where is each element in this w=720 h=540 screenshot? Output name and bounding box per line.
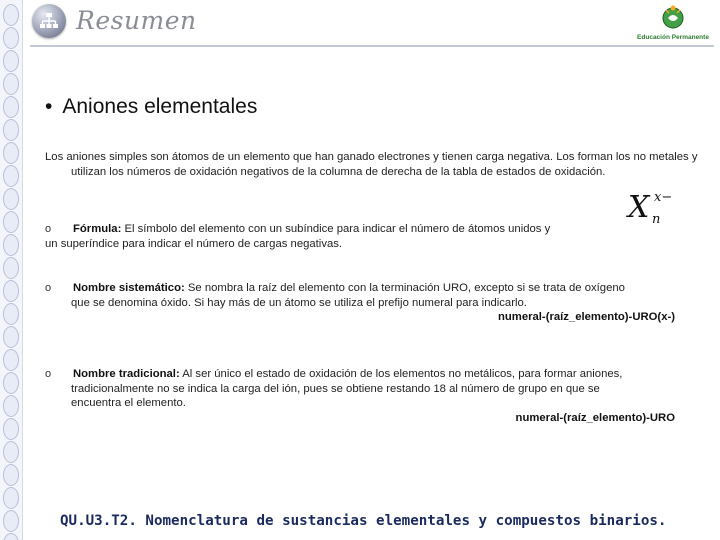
border-oval (3, 418, 19, 440)
border-oval (3, 234, 19, 256)
item-label: Nombre tradicional: (73, 368, 180, 380)
list-item-systematic-name (45, 281, 675, 325)
border-oval (3, 395, 19, 417)
border-oval (3, 4, 19, 26)
item-continuation-2: encuentra el elemento. (71, 397, 186, 409)
border-oval (3, 464, 19, 486)
formula-base: X (628, 190, 650, 225)
border-oval (3, 487, 19, 509)
list-marker: o (45, 282, 52, 294)
list-marker: o (45, 368, 52, 380)
border-oval (3, 50, 19, 72)
item-text: El símbolo del elemento con un subíndice para indicar el número de átomos unidos y (121, 223, 551, 235)
formula-subscript: n (652, 212, 661, 227)
item-text: Se nombra la raíz del elemento con la terminación URO, excepto si se trata de oxígeno (184, 282, 625, 294)
item-continuation: que se denomina óxido. Si hay más de un átomo se utiliza el prefijo numeral para indicarlo. (71, 296, 527, 309)
border-oval (3, 211, 19, 233)
border-oval (3, 119, 19, 141)
border-oval (3, 326, 19, 348)
header-divider (30, 45, 714, 47)
item-text: Al ser único el estado de oxidación de los elementos no metálicos, para formar aniones, (179, 368, 623, 380)
border-oval (3, 372, 19, 394)
border-oval (3, 510, 19, 532)
formula-superscript: x− (654, 190, 673, 205)
border-oval (3, 349, 19, 371)
border-oval (3, 165, 19, 187)
border-oval (3, 142, 19, 164)
section-heading (45, 95, 257, 119)
section-title: Aniones elementales (62, 95, 258, 118)
item-continuation: un superíndice para indicar el número de cargas negativas. (45, 237, 343, 250)
decorative-border (0, 0, 23, 540)
border-oval (3, 441, 19, 463)
brand-logo (636, 4, 710, 44)
list-marker: o (45, 223, 52, 235)
intro-paragraph: Los aniones simples son átomos de un elemento que han ganado electrones y tienen carga negativa. Los forman los no metales y utilizan los números de oxidación negativos de la columna de derecha de la tabla de estados de oxidación. (45, 151, 698, 178)
list-item-traditional-name (45, 367, 675, 425)
list-item-formula (45, 222, 675, 251)
border-oval (3, 533, 19, 540)
item-label: Nombre sistemático: (73, 282, 185, 294)
border-oval (3, 303, 19, 325)
border-oval (3, 188, 19, 210)
page-title: Resumen (76, 6, 197, 35)
globe-person-icon (660, 4, 686, 30)
naming-rule: numeral-(raíz_elemento)-URO (515, 411, 675, 424)
bullet: • (45, 95, 53, 118)
item-continuation: tradicionalmente no se indica la carga del ión, pues se obtiene restando 18 al número de grupo en que se (71, 382, 600, 395)
item-label: Fórmula: (73, 223, 122, 235)
naming-rule: numeral-(raíz_elemento)-URO(x-) (497, 311, 675, 323)
border-oval (3, 27, 19, 49)
border-oval (3, 280, 19, 302)
footer-caption: QU.U3.T2. Nomenclatura de sustancias elementales y compuestos binarios. (60, 513, 667, 529)
brand-text: Educación Permanente (637, 34, 709, 41)
border-oval (3, 96, 19, 118)
org-chart-icon (32, 4, 66, 38)
border-oval (3, 73, 19, 95)
border-oval (3, 257, 19, 279)
